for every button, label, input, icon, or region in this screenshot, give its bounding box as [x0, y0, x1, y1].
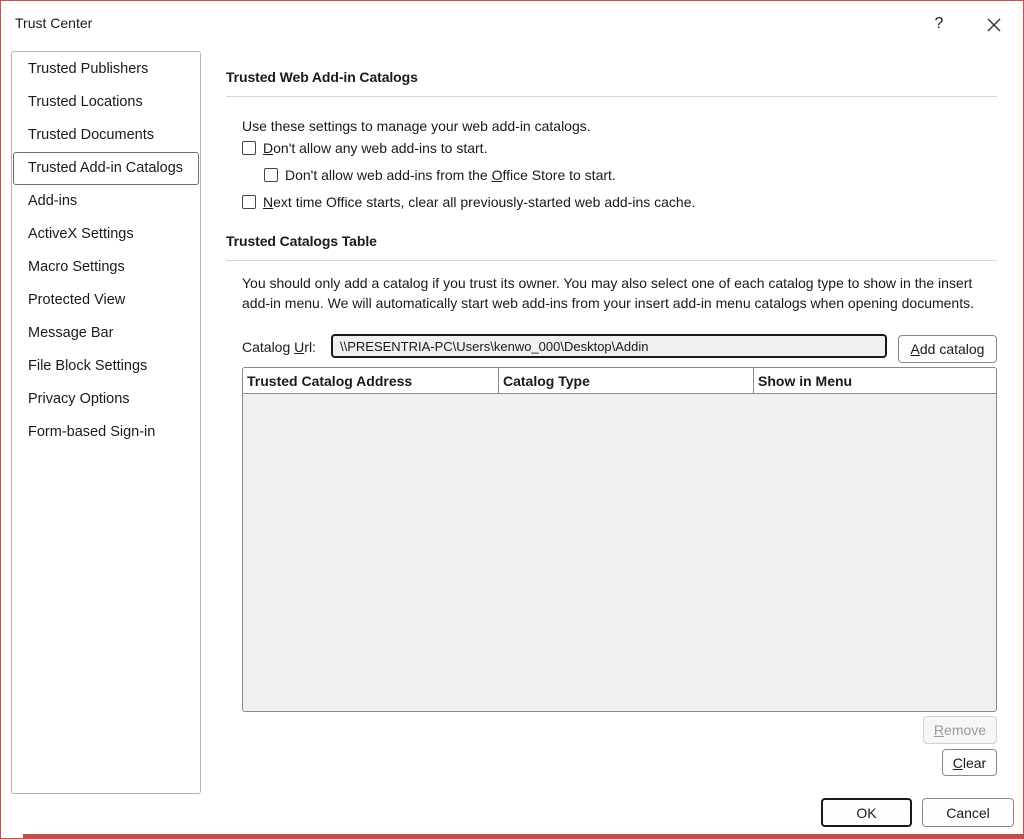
disallow-web-addins-label: Don't allow any web add-ins to start.	[263, 140, 488, 156]
sidebar	[11, 51, 201, 794]
web-catalogs-heading: Trusted Web Add-in Catalogs	[226, 69, 418, 85]
disallow-web-addins-option[interactable]	[242, 140, 487, 156]
catalogs-table-heading: Trusted Catalogs Table	[226, 233, 377, 249]
sidebar-item-trusted-publishers[interactable]: Trusted Publishers	[28, 61, 149, 77]
column-header-show-in-menu[interactable]: Show in Menu	[758, 373, 853, 389]
sidebar-item-form-based-sign-in[interactable]: Form-based Sign-in	[28, 424, 156, 440]
clear-cache-checkbox[interactable]	[242, 195, 256, 209]
disallow-office-store-option[interactable]	[264, 167, 616, 183]
content-pane	[226, 1, 1001, 839]
sidebar-item-macro-settings[interactable]: Macro Settings	[28, 259, 125, 275]
dialog-title: Trust Center	[15, 15, 93, 31]
catalogs-table-description: You should only add a catalog if you trust its owner. You may also select one of each catalog type to show in the insert add-in menu. We will automatically start web add-ins from your insert add-in menu catalogs when opening documents.	[242, 275, 974, 311]
catalog-url-input[interactable]	[331, 334, 887, 358]
disallow-office-store-label: Don't allow web add-ins from the Office Store to start.	[285, 167, 616, 183]
clear-cache-label: Next time Office starts, clear all previously-started web add-ins cache.	[263, 194, 696, 210]
section-divider	[226, 260, 997, 261]
clear-button[interactable]: Clear	[942, 749, 997, 776]
help-button[interactable]: ?	[934, 15, 944, 32]
sidebar-item-trusted-add-in-catalogs[interactable]: Trusted Add-in Catalogs	[13, 152, 199, 185]
sidebar-item-privacy-options[interactable]: Privacy Options	[28, 391, 130, 407]
remove-button[interactable]: Remove	[923, 716, 997, 744]
sidebar-item-message-bar[interactable]: Message Bar	[28, 325, 114, 341]
add-catalog-button[interactable]: Add catalog	[898, 335, 997, 363]
web-catalogs-description: Use these settings to manage your web add-in catalogs.	[242, 118, 591, 134]
section-divider	[226, 96, 997, 97]
column-header-trusted-catalog-address[interactable]: Trusted Catalog Address	[243, 368, 499, 394]
trusted-catalogs-table	[242, 367, 997, 712]
clear-cache-option[interactable]	[242, 194, 695, 210]
sidebar-item-activex-settings[interactable]: ActiveX Settings	[28, 226, 134, 242]
cancel-button[interactable]: Cancel	[922, 798, 1014, 827]
sidebar-item-add-ins[interactable]: Add-ins	[28, 193, 78, 209]
ok-button[interactable]: OK	[821, 798, 912, 827]
disallow-web-addins-checkbox[interactable]	[242, 141, 256, 155]
table-header	[243, 368, 996, 394]
disallow-office-store-checkbox[interactable]	[264, 168, 278, 182]
sidebar-item-trusted-locations[interactable]: Trusted Locations	[28, 94, 143, 110]
sidebar-item-trusted-documents[interactable]: Trusted Documents	[28, 127, 154, 143]
column-header-catalog-type[interactable]: Catalog Type	[499, 368, 754, 394]
catalog-url-label: Catalog Url:	[242, 339, 316, 355]
sidebar-item-protected-view[interactable]: Protected View	[28, 292, 126, 308]
sidebar-item-file-block-settings[interactable]: File Block Settings	[28, 358, 148, 374]
